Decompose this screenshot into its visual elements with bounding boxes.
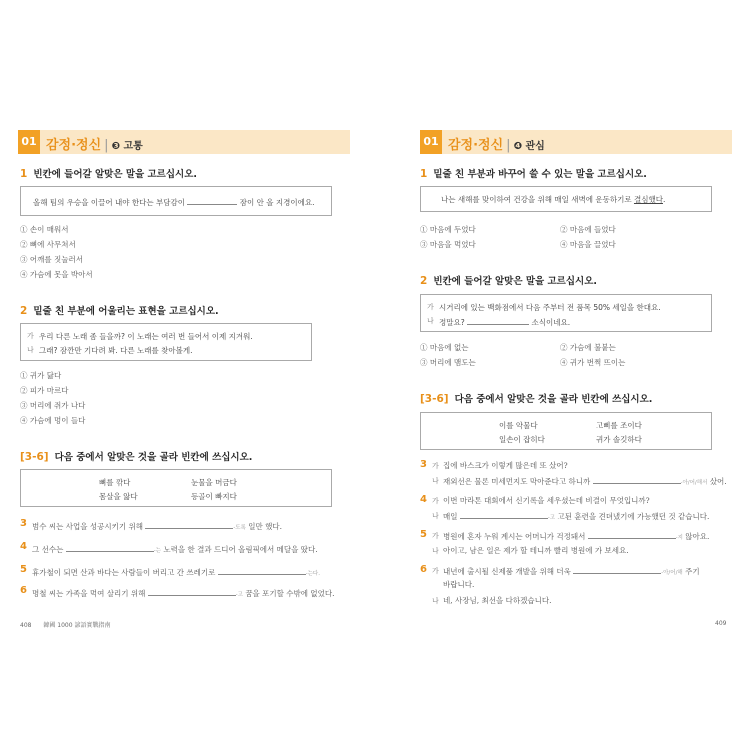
answer-blank[interactable] bbox=[460, 510, 548, 519]
dialogue-line: 그래? 잠깐만 기다려 봐. 다른 노래를 찾아볼게. bbox=[39, 346, 193, 355]
dialogue-line: 집에 바스크가 이렇게 많은데 또 샀어? bbox=[443, 461, 568, 470]
answer-blank[interactable] bbox=[593, 475, 681, 484]
question-2 bbox=[420, 273, 597, 287]
answer-blank[interactable] bbox=[148, 587, 236, 596]
question-number: 2 bbox=[420, 275, 428, 287]
word-bank-item: 이를 악물다 bbox=[499, 421, 538, 430]
question-number: [3-6] bbox=[420, 393, 449, 405]
option[interactable]: ③ 머리에 쥐가 나다 bbox=[20, 401, 86, 410]
question-text: 빈칸에 들어갈 알맞은 말을 고르십시오. bbox=[433, 276, 597, 287]
dialogue-text: 재외선은 물론 미세먼지도 막아준다고 하니까 bbox=[443, 477, 591, 486]
word-bank bbox=[20, 469, 332, 507]
page-number: 408 bbox=[20, 622, 32, 629]
option[interactable]: ② 가슴에 불붙는 bbox=[560, 343, 616, 352]
dialogue-text: 정말요? bbox=[439, 318, 465, 327]
dialogue-text: 주기 bbox=[685, 567, 700, 576]
speaker-label: 가 bbox=[432, 567, 439, 575]
dialogue-line: 우리 다른 노래 좀 들을까? 이 노래는 여러 번 들어서 이제 지겨워. bbox=[39, 332, 253, 341]
speaker-label: 가 bbox=[27, 332, 34, 340]
dialogue-text: 내년에 출시될 신제품 개발을 위해 더욱 bbox=[443, 567, 571, 576]
speaker-label: 나 bbox=[432, 547, 439, 555]
dialogue-line: 이번 마라톤 대회에서 신기록을 세우셨는데 비결이 무엇입니까? bbox=[443, 496, 650, 505]
question-text: 다음 중에서 알맞은 것을 골라 빈칸에 쓰십시오. bbox=[54, 452, 253, 463]
sentence-text: 잠이 안 올 지경이에요. bbox=[239, 198, 315, 207]
item-number: 6 bbox=[20, 585, 27, 596]
item-number: 6 bbox=[420, 564, 427, 575]
speaker-label: 나 bbox=[427, 317, 434, 325]
dialogue-box bbox=[20, 323, 312, 361]
fill-sentence bbox=[32, 520, 282, 532]
word-bank-item: 귀가 솔깃하다 bbox=[596, 435, 642, 444]
question-1 bbox=[420, 166, 647, 180]
question-text: 밑줄 친 부분에 어울리는 표현을 고르십시오. bbox=[33, 306, 219, 317]
title-divider: | bbox=[104, 138, 109, 153]
speaker-label: 가 bbox=[432, 462, 439, 470]
option[interactable]: ③ 마음을 먹었다 bbox=[420, 240, 476, 249]
speaker-label: 나 bbox=[432, 597, 439, 605]
question-3-6 bbox=[420, 391, 652, 405]
option[interactable]: ② 뼈에 사무쳐서 bbox=[20, 240, 76, 249]
word-bank bbox=[420, 412, 712, 450]
grammar-hint: -지 bbox=[675, 535, 683, 541]
section-badge: 01 bbox=[18, 130, 40, 154]
dialogue-text: 병원에 혼자 누워 계시는 어머니가 걱정돼서 bbox=[443, 532, 586, 541]
item-number: 4 bbox=[420, 494, 427, 505]
word-bank-item: 뼈를 깎다 bbox=[99, 478, 131, 487]
option[interactable]: ① 손이 매워서 bbox=[20, 225, 69, 234]
dialogue-text: 소식이네요. bbox=[531, 318, 571, 327]
grammar-hint: -아/어/해서 bbox=[680, 480, 708, 486]
section-header bbox=[18, 130, 350, 154]
word-bank-item: 등골이 빠지다 bbox=[191, 492, 237, 501]
word-bank-item: 눈물을 머금다 bbox=[191, 478, 237, 487]
item-number: 5 bbox=[20, 564, 27, 575]
question-1 bbox=[20, 166, 197, 180]
sentence-text: 일만 했다. bbox=[248, 522, 282, 531]
dialogue-box bbox=[420, 294, 712, 332]
section-subtitle: ❸ 고통 bbox=[111, 141, 143, 152]
dialogue-line bbox=[443, 530, 709, 542]
grammar-hint: -는 bbox=[153, 548, 161, 554]
option[interactable]: ④ 마음을 끌었다 bbox=[560, 240, 616, 249]
item-number: 3 bbox=[20, 518, 27, 529]
dialogue-line bbox=[439, 316, 570, 328]
section-title bbox=[46, 134, 143, 153]
title-divider: | bbox=[506, 138, 511, 153]
dialogue-text: 않아요. bbox=[685, 532, 710, 541]
question-text: 밑줄 친 부분과 바꾸어 쓸 수 있는 말을 고르십시오. bbox=[433, 169, 647, 180]
right-page bbox=[375, 0, 750, 750]
sentence-text: 올해 팀의 우승을 이끌어 내야 한다는 부담감이 bbox=[33, 198, 185, 207]
dialogue-line: 시거리에 있는 백화점에서 다음 주부터 전 품목 50% 세일을 한대요. bbox=[439, 303, 661, 312]
question-number: 1 bbox=[20, 168, 28, 180]
option[interactable]: ④ 귀가 번쩍 뜨이는 bbox=[560, 358, 626, 367]
dialogue-line bbox=[443, 565, 700, 577]
question-text: 빈칸에 들어갈 알맞은 말을 고르십시오. bbox=[33, 169, 197, 180]
underlined-word: 결심했다 bbox=[633, 195, 663, 204]
question-2 bbox=[20, 303, 219, 317]
grammar-hint: -고 bbox=[235, 592, 243, 598]
grammar-hint: -아/어/해 bbox=[661, 570, 683, 576]
question-text: 다음 중에서 알맞은 것을 골라 빈칸에 쓰십시오. bbox=[454, 394, 653, 405]
sentence-box bbox=[20, 186, 332, 216]
item-number: 3 bbox=[420, 459, 427, 470]
answer-blank[interactable] bbox=[573, 565, 661, 574]
speaker-label: 가 bbox=[427, 303, 434, 311]
speaker-label: 가 bbox=[432, 497, 439, 505]
fill-sentence bbox=[32, 543, 318, 555]
grammar-hint: -고 bbox=[547, 515, 556, 521]
option[interactable]: ④ 가슴에 멍이 들다 bbox=[20, 416, 86, 425]
dialogue-line: 바랍니다. bbox=[443, 580, 475, 589]
fill-sentence bbox=[32, 566, 320, 578]
item-number: 5 bbox=[420, 529, 427, 540]
page-number: 409 bbox=[715, 620, 727, 627]
answer-blank[interactable] bbox=[145, 520, 233, 529]
page-footer bbox=[20, 620, 110, 629]
speaker-label: 가 bbox=[432, 532, 439, 540]
answer-blank[interactable] bbox=[187, 196, 237, 205]
word-bank-item: 몸살을 앓다 bbox=[99, 492, 138, 501]
speaker-label: 나 bbox=[432, 512, 439, 520]
option[interactable]: ② 피가 마르다 bbox=[20, 386, 69, 395]
answer-blank[interactable] bbox=[467, 316, 529, 325]
sentence-box bbox=[420, 186, 712, 212]
option[interactable]: ① 귀가 닳다 bbox=[20, 371, 62, 380]
option[interactable]: ① 마음에 없는 bbox=[420, 343, 469, 352]
sentence-text: 꿈을 포기할 수밖에 없었다. bbox=[245, 589, 335, 598]
sentence-text: 휴가철이 되면 산과 바다는 사람들이 버리고 간 쓰레기로 bbox=[32, 568, 216, 577]
section-title-text: 감정·정신 bbox=[46, 138, 102, 153]
section-subtitle: ❹ 관심 bbox=[513, 141, 545, 152]
question-number: 2 bbox=[20, 305, 28, 317]
option[interactable]: ② 마음에 들었다 bbox=[560, 225, 616, 234]
dialogue-line: 네, 사장님, 최선을 다하겠습니다. bbox=[443, 596, 552, 605]
book-title: 韓國 1000 諺語實戰指南 bbox=[43, 622, 111, 629]
question-number: [3-6] bbox=[20, 451, 49, 463]
answer-blank[interactable] bbox=[218, 566, 306, 575]
section-header bbox=[420, 130, 732, 154]
sentence-text: . bbox=[662, 195, 666, 204]
dialogue-line bbox=[443, 475, 727, 487]
item-number: 4 bbox=[20, 541, 27, 552]
option[interactable]: ③ 어깨를 짓눌러서 bbox=[20, 255, 83, 264]
speaker-label: 나 bbox=[27, 346, 34, 354]
sentence-text: 범수 씨는 사업을 성공시키기 위해 bbox=[32, 522, 143, 531]
word-bank-item: 일손이 잡히다 bbox=[499, 435, 545, 444]
answer-blank[interactable] bbox=[588, 530, 676, 539]
question-3-6 bbox=[20, 449, 252, 463]
section-title-text: 감정·정신 bbox=[448, 138, 504, 153]
grammar-hint: -도록 bbox=[233, 525, 246, 531]
option[interactable]: ④ 가슴에 못을 박아서 bbox=[20, 270, 93, 279]
word-bank-item: 고삐를 조이다 bbox=[596, 421, 642, 430]
dialogue-text: 샀어. bbox=[709, 477, 727, 486]
sentence-text: 그 선수는 bbox=[32, 545, 64, 554]
sentence-text: 나는 새해를 맞이하여 건강을 위해 매일 새벽에 운동하기로 bbox=[441, 195, 632, 204]
dialogue-line: 아이고, 남은 일은 제가 할 테니까 빨리 병원에 가 보세요. bbox=[443, 546, 629, 555]
option[interactable]: ① 마음에 두었다 bbox=[420, 225, 476, 234]
sentence-text: 명철 씨는 가족을 먹여 살리기 위해 bbox=[32, 589, 146, 598]
speaker-label: 나 bbox=[432, 477, 439, 485]
sentence-text: 노력을 한 결과 드디어 올림픽에서 메달을 땄다. bbox=[163, 545, 318, 554]
option[interactable]: ③ 머리에 맴도는 bbox=[420, 358, 476, 367]
section-badge: 01 bbox=[420, 130, 442, 154]
question-number: 1 bbox=[420, 168, 428, 180]
answer-blank[interactable] bbox=[66, 543, 154, 552]
grammar-hint: -는다. bbox=[305, 571, 320, 577]
fill-sentence bbox=[32, 587, 335, 599]
dialogue-text: 매일 bbox=[443, 512, 458, 521]
dialogue-text: 고된 훈련을 견뎌냈기에 가능했던 것 같습니다. bbox=[557, 512, 710, 521]
section-title bbox=[448, 134, 545, 153]
dialogue-line bbox=[443, 510, 709, 522]
